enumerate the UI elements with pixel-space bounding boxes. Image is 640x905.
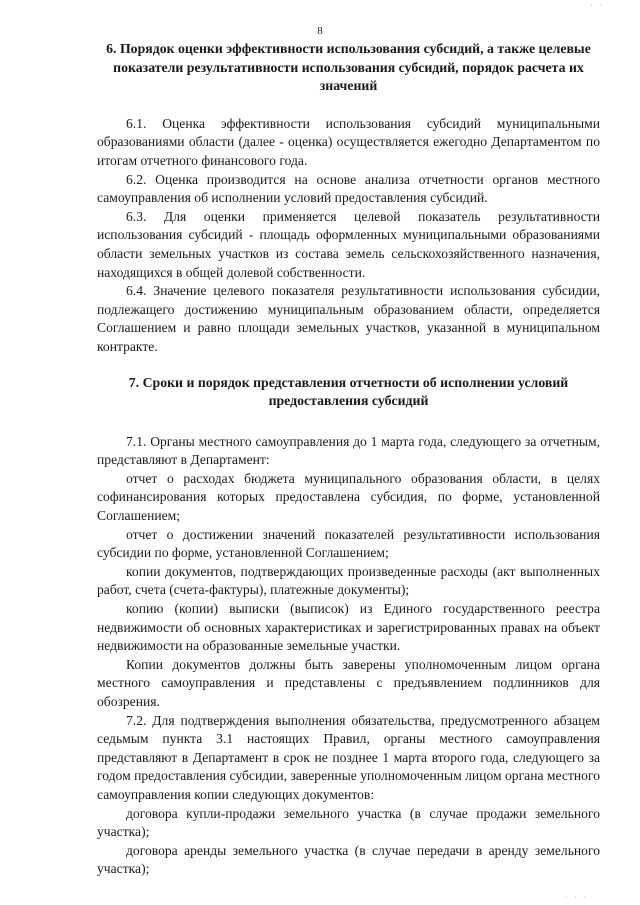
paragraph-6-2: 6.2. Оценка производится на основе анализа отчетности органов местного самоуправления об исполнении условий предоставления субсидий. [97,171,600,206]
document-body [97,40,600,879]
list-item-registry-extract: копию (копии) выписки (выписок) из Единого государственного реестра недвижимости об основных характеристиках и зарегистрированных правах на объект недвижимости на образованные земельные участки. [97,601,600,654]
paragraph-copies-certified: Копии документов должны быть заверены уполномоченным лицом органа местного самоуправления и представлены с предъявлением подлинников для обозрения. [97,656,600,709]
list-item-indicator-report: отчет о достижении значений показателей результативности использования субсидии по форме, установленной Соглашением; [97,526,600,561]
paragraph-6-4: 6.4. Значение целевого показателя результативности использования субсидии, подлежащего достижению муниципальным образованием области, определяется Соглашением и равно площади земельных участков, указанной в муниципальном контракте. [97,283,600,354]
section-6-title: 6. Порядок оценки эффективности использования субсидий, а также целевые показатели результативности использования субсидий, порядок расчета их значений [106,41,591,94]
section-7-body [97,433,600,879]
list-item-budget-report: отчет о расходах бюджета муниципального образования области, в целях софинансирования которых предоставлена субсидия, по форме, установленной Соглашением; [97,470,600,524]
scan-mark-bottom: · · · [565,892,589,902]
scan-mark-top: · · [590,0,605,10]
list-item-lease-contract: договора аренды земельного участка (в случае передачи в аренду земельного участка); [97,842,600,877]
page-number: 8 [317,25,323,37]
paragraph-6-1: 6.1. Оценка эффективности использования субсидий муниципальными образованиями области (далее - оценка) осуществляется ежегодно Департаментом по итогам отчетного финансового года. [97,115,600,168]
section-6-body [97,115,600,357]
list-item-sale-contract: договора купли-продажи земельного участка (в случае продажи земельного участка); [97,805,600,840]
list-item-expense-documents: копии документов, подтверждающих произведенные расходы (акт выполненных работ, счета (счета-фактуры), платежные документы); [97,563,600,598]
section-7-title: 7. Сроки и порядок представления отчетности об исполнении условий предоставления субсидий [128,374,569,409]
paragraph-7-2: 7.2. Для подтверждения выполнения обязательства, предусмотренного абзацем седьмым пункта 3.1 настоящих Правил, органы местного самоуправления представляют в Департамент в срок не позднее 1 марта второго года, следующего за годом предоставления субсидии, заверенные уполномоченным лицом органа местного самоуправления копии следующих документов: [97,712,600,802]
paragraph-7-1: 7.1. Органы местного самоуправления до 1 марта года, следующего за отчетным, представляют в Департамент: [97,433,600,468]
paragraph-6-3: 6.3. Для оценки применяется целевой показатель результативности использования субсидий - площадь оформленных муниципальными образованиями области земельных участков из состава земель сельскохозяйственного назначения, находящихся в общей долевой собственности. [97,208,600,280]
